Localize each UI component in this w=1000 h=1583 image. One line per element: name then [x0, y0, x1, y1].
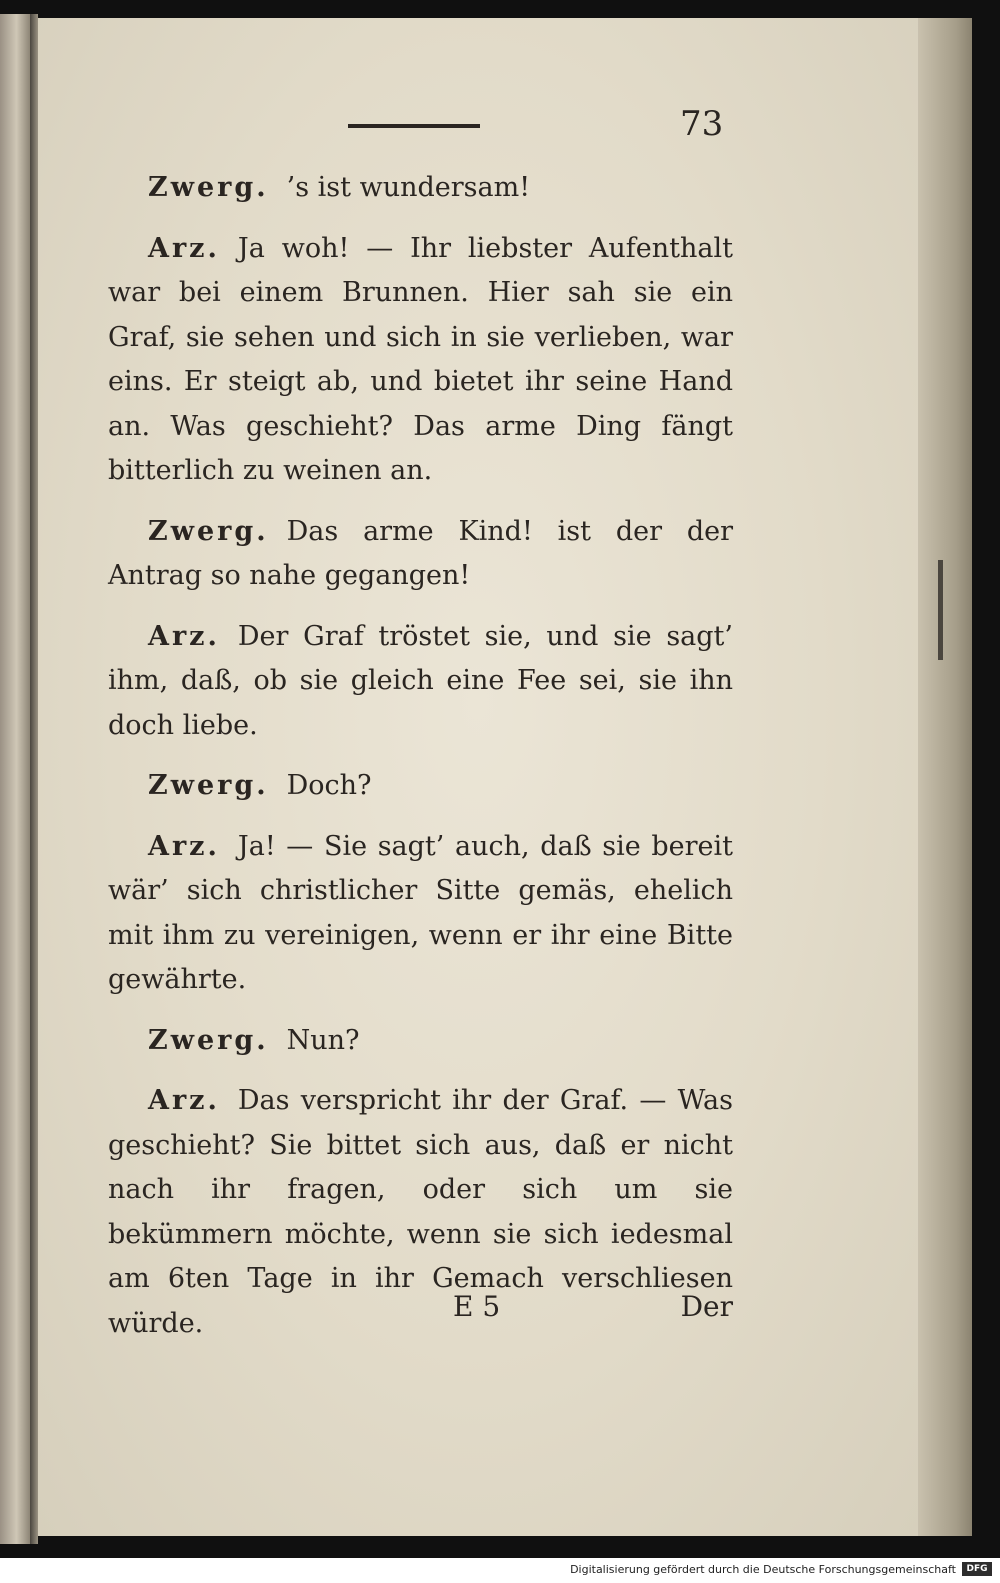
page-edge-shadow	[938, 560, 943, 660]
speaker-name: Zwerg.	[148, 515, 269, 547]
facing-page-edge	[0, 14, 30, 1544]
page-number: 73	[680, 104, 724, 144]
speaker-name: Zwerg.	[148, 770, 269, 801]
dialogue-text: Ja! — Sie sagt’ auch, daß sie bereit wär’ sich christlicher Sitte gemäs, ehelich mit ihm zu vereinigen, wenn er ihr eine Bitte gewährte.	[108, 830, 733, 995]
book-gutter	[30, 14, 38, 1544]
dialogue-paragraph	[108, 227, 733, 494]
dialogue-paragraph	[108, 510, 733, 599]
dialogue-text: Nun?	[286, 1024, 360, 1056]
dialogue-text: Doch?	[286, 770, 372, 801]
catchword: Der	[680, 1290, 733, 1323]
page-text	[108, 166, 733, 1362]
speaker-name: Zwerg.	[148, 172, 269, 203]
signature-mark: E 5	[453, 1290, 501, 1323]
digitization-credit: Digitalisierung gefördert durch die Deutsche Forschungsgemeinschaft	[570, 1563, 956, 1576]
dialogue-text: Ja woh! — Ihr liebster Aufenthalt war bei einem Brunnen. Hier sah sie ein Graf, sie sehen und sich in sie verlieben, war eins. Er steigt ab, und bietet ihr seine Hand an. Was geschieht? Das arme Ding fängt bitterlich zu weinen an.	[108, 232, 733, 486]
page-stack-edge	[918, 18, 972, 1536]
dialogue-paragraph	[108, 1019, 733, 1064]
speaker-name: Zwerg.	[148, 1024, 269, 1056]
speaker-name: Arz.	[148, 1085, 220, 1116]
speaker-name: Arz.	[148, 232, 220, 264]
dialogue-text: Der Graf tröstet sie, und sie sagt’ ihm, daß, ob sie gleich eine Fee sei, sie ihn doch liebe.	[108, 620, 733, 741]
dialogue-paragraph	[108, 825, 733, 1003]
speaker-name: Arz.	[148, 620, 220, 652]
dialogue-text: Das arme Kind! ist der der Antrag so nahe gegangen!	[108, 515, 733, 591]
dialogue-text: ’s ist wundersam!	[286, 172, 531, 203]
header-rule	[348, 124, 480, 128]
dialogue-paragraph	[108, 615, 733, 749]
dialogue-paragraph	[108, 166, 733, 211]
page-footer	[108, 1290, 733, 1334]
dialogue-paragraph	[108, 764, 733, 809]
dialogue-text: Das verspricht ihr der Graf. — Was geschieht? Sie bittet sich aus, daß er nicht nach ihr fragen, oder sich um sie bekümmern möchte, wenn sie sich iedesmal am 6ten Tage in ihr Gemach verschliesen würde.	[108, 1085, 733, 1339]
speaker-name: Arz.	[148, 830, 220, 862]
dfg-logo: DFG	[962, 1562, 992, 1576]
